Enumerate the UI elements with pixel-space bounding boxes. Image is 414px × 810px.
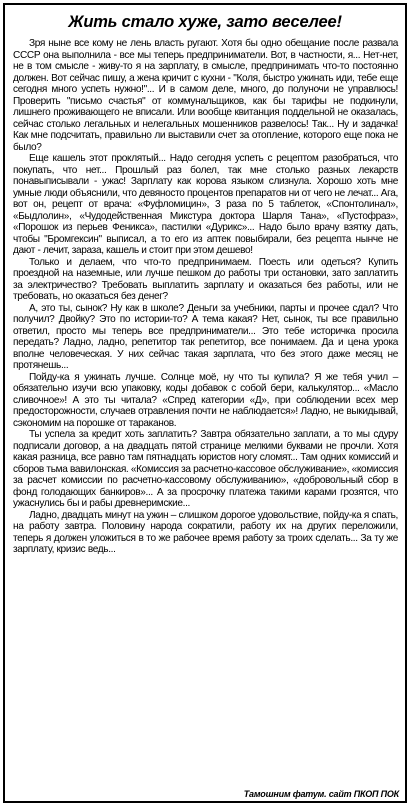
article-paragraph: Только и делаем, что что-то предпринимаем. Поесть или одеться? Купить проездной на наземные, или лучше пешком до работы три остановки, зато заплатить за электричество? Требовать выплатить зарплату и оказаться без работы, или не требовать, но оказаться без денег?: [13, 256, 398, 302]
article-paragraph: Пойду-ка я ужинать лучше. Солнце моё, ну что ты купила? Я же тебя учил – обязательно изучи всю упаковку, коды добавок с собой бери, калькулятор... «Масло сливочное»! А это ты читала? «Спред категории «Д», при соблюдении всех мер предосторожности, случаев отравления почти не наблюдается»! Ладно, не выкидывай, сэкономим на порошке от тараканов.: [13, 371, 398, 429]
article-body: [5, 38, 405, 556]
article-paragraph: Еще кашель этот проклятый... Надо сегодня успеть с рецептом разобраться, что покупать, что нет... Прошлый раз болел, так мне столько разных лекарств понавыписывали - ужас! Зарплату как корова языком слизнула. Хорошо хоть мне умные люди объяснили, что девяносто процентов препаратов ни от чего не лечат... Ага, вот он, рецепт от врача: «Фуфломицин», 3 раза по 5 таблеток, «Спонтолинал», «Быдлолин», «Чудодейственная Микстура доктора Шарля Тана», «Пустофраз», «Порошок из перьев Феникса», пастилки «Дурикс»... Надо было врачу взятку дать, чтобы "Бромгексин" выписал, а то его из аптек повыбирали, без рецепта нынче не дают - лечит, зараза, кашель и стоит при этом дешево!: [13, 153, 398, 256]
article-paragraph: А, это ты, сынок? Ну как в школе? Деньги за учебники, парты и прочее сдал? Что получил? Двойку? Это по истории-то? А тема какая? Нет, сынок, ты все правильно ответил, просто мы теперь все предприниматели... Это тебе историчка просила передать? Ладно, ладно, репетитор так репетитор, все понимаем. Да и цена урока вполне человеческая. У них сейчас такая зарплата, что без этого даже месяц не протянешь...: [13, 302, 398, 371]
article-paragraph: Ты успела за кредит хоть заплатить? Завтра обязательно заплати, а то мы сдуру подписали договор, а на двадцать пятой странице мелкими буквами не прочли. Хотя какая разница, все равно там пятнадцать юристов ногу сломят... Там одних комиссий и сборов тьма вавилонская. «Комиссия за расчетно-кассовое обслуживание», «комиссия за расчет комиссии по расчетно-кассовому обслуживанию», «добровольный сбор в фонд голодающих банкиров»... А за просрочку платежа такими карами грозятся, что ужаснулись бы и рабы древнеримские...: [13, 429, 398, 509]
article-footer-signature: Тамошним фатум. сайт ПКОП ПОК: [243, 789, 399, 799]
article-paragraph: Зря ныне все кому не лень власть ругают. Хотя бы одно обещание после развала СССР она выполнила - все мы теперь предприниматели. Вот, в частности, я... Нет-нет, не в том смысле - живу-то я на зарплату, в смысле, предпринимать что-то постоянно должен. Вот сейчас пишу, а жена кричит с кухни - "Коля, быстро ужинать иди, тебе еще сегодня много успеть нужно!"... И в самом деле, много, до полуночи не управлюсь! Проверить "письмо счастья" от коммунальщиков, как бы тарифы не подкинули, лишнего проживающего не вписали. Или вообще квитанция поддельной не оказалась, сейчас столько легальных и нелегальных мошенников развелось! Так... Ну и задачка! Как мне подсчитать, правильно ли выставили счет за отопление, которого еще пока не было?: [13, 38, 398, 153]
article-title: Жить стало хуже, зато веселее!: [68, 13, 342, 31]
article-frame: [3, 3, 407, 803]
article-paragraph: Ладно, двадцать минут на ужин – слишком дорогое удовольствие, пойду-ка я спать, на работу завтра. Половину народа сократили, работу их на других переложили, теперь я должен уложиться в то же рабочее время работу за троих сделать... За ту же зарплату, кризис ведь...: [13, 509, 398, 555]
